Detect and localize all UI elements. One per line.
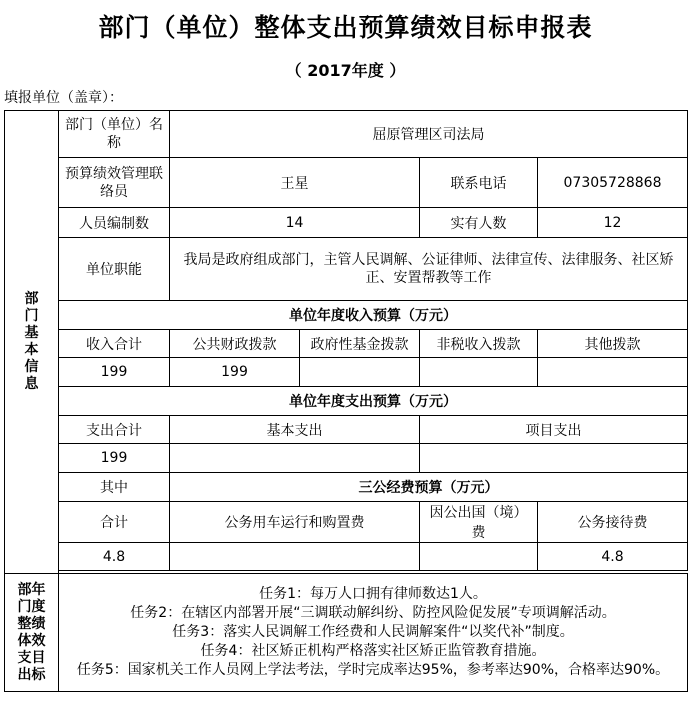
page-title: 部门（单位）整体支出预算绩效目标申报表 <box>98 13 593 42</box>
phone-label: 联系电话 <box>420 158 538 208</box>
expense-value-total: 199 <box>59 444 170 473</box>
goal-item: 任务2：在辖区内部署开展“三调联动解纠纷、防控风险促发展”专项调解活动。 <box>130 605 616 621</box>
income-value-total: 199 <box>59 358 170 387</box>
contact-value: 王星 <box>170 158 420 208</box>
staff-quota-value: 14 <box>170 208 420 238</box>
among-label: 其中 <box>59 473 170 502</box>
goal-item: 任务5：国家机关工作人员网上学法考法，学时完成率达95%，参考率达90%，合格率达90%。 <box>76 662 670 678</box>
expense-value-project <box>420 444 688 473</box>
sangong-value-vehicle <box>170 543 420 571</box>
expense-heading: 单位年度支出预算（万元） <box>59 387 688 416</box>
income-value-fund <box>300 358 420 387</box>
sangong-header-total: 合计 <box>59 502 170 543</box>
sangong-header-reception: 公务接待费 <box>538 502 688 543</box>
income-value-nontax <box>420 358 538 387</box>
filler-unit-label: 填报单位（盖章）： <box>4 90 123 106</box>
income-header-public: 公共财政拨款 <box>170 330 300 358</box>
income-header-total: 收入合计 <box>59 330 170 358</box>
goal-item: 任务3：落实人民调解工作经费和人民调解案件“以奖代补”制度。 <box>172 624 574 640</box>
staff-quota-label: 人员编制数 <box>59 208 170 238</box>
expense-header-total: 支出合计 <box>59 416 170 444</box>
sangong-header-abroad: 因公出国（境）费 <box>420 502 538 543</box>
sangong-header-vehicle: 公务用车运行和购置费 <box>170 502 420 543</box>
sangong-value-abroad <box>420 543 538 571</box>
expense-value-basic <box>170 444 420 473</box>
sangong-value-total: 4.8 <box>59 543 170 571</box>
expense-header-project: 项目支出 <box>420 416 688 444</box>
expense-header-basic: 基本支出 <box>170 416 420 444</box>
section-basic-info: 部门基本信息 <box>5 111 59 574</box>
income-heading: 单位年度收入预算（万元） <box>59 301 688 330</box>
duty-label: 单位职能 <box>59 238 170 301</box>
section-annual-goals: 部年门度整绩体效支目出标 <box>5 574 59 692</box>
income-header-other: 其他拨款 <box>538 330 688 358</box>
income-header-fund: 政府性基金拨款 <box>300 330 420 358</box>
dept-name-label: 部门（单位）名称 <box>59 111 170 158</box>
duty-value: 我局是政府组成部门，主管人民调解、公证律师、法律宣传、法律服务、社区矫正、安置帮教等工作 <box>170 238 688 301</box>
income-header-nontax: 非税收入拨款 <box>420 330 538 358</box>
sangong-heading: 三公经费预算（万元） <box>170 473 688 502</box>
actual-staff-label: 实有人数 <box>420 208 538 238</box>
actual-staff-value: 12 <box>538 208 688 238</box>
goal-item: 任务1：每万人口拥有律师数达1人。 <box>259 586 487 602</box>
income-value-public: 199 <box>170 358 300 387</box>
sangong-value-reception: 4.8 <box>538 543 688 571</box>
contact-label: 预算绩效管理联络员 <box>59 158 170 208</box>
form-table <box>4 110 688 692</box>
annual-goals-list <box>59 574 688 692</box>
dept-name-value: 屈原管理区司法局 <box>170 111 688 158</box>
fiscal-year: （ 2017年度 ） <box>285 61 406 80</box>
phone-value: 07305728868 <box>538 158 688 208</box>
goal-item: 任务4：社区矫正机构严格落实社区矫正监管教育措施。 <box>200 643 546 659</box>
income-value-other <box>538 358 688 387</box>
